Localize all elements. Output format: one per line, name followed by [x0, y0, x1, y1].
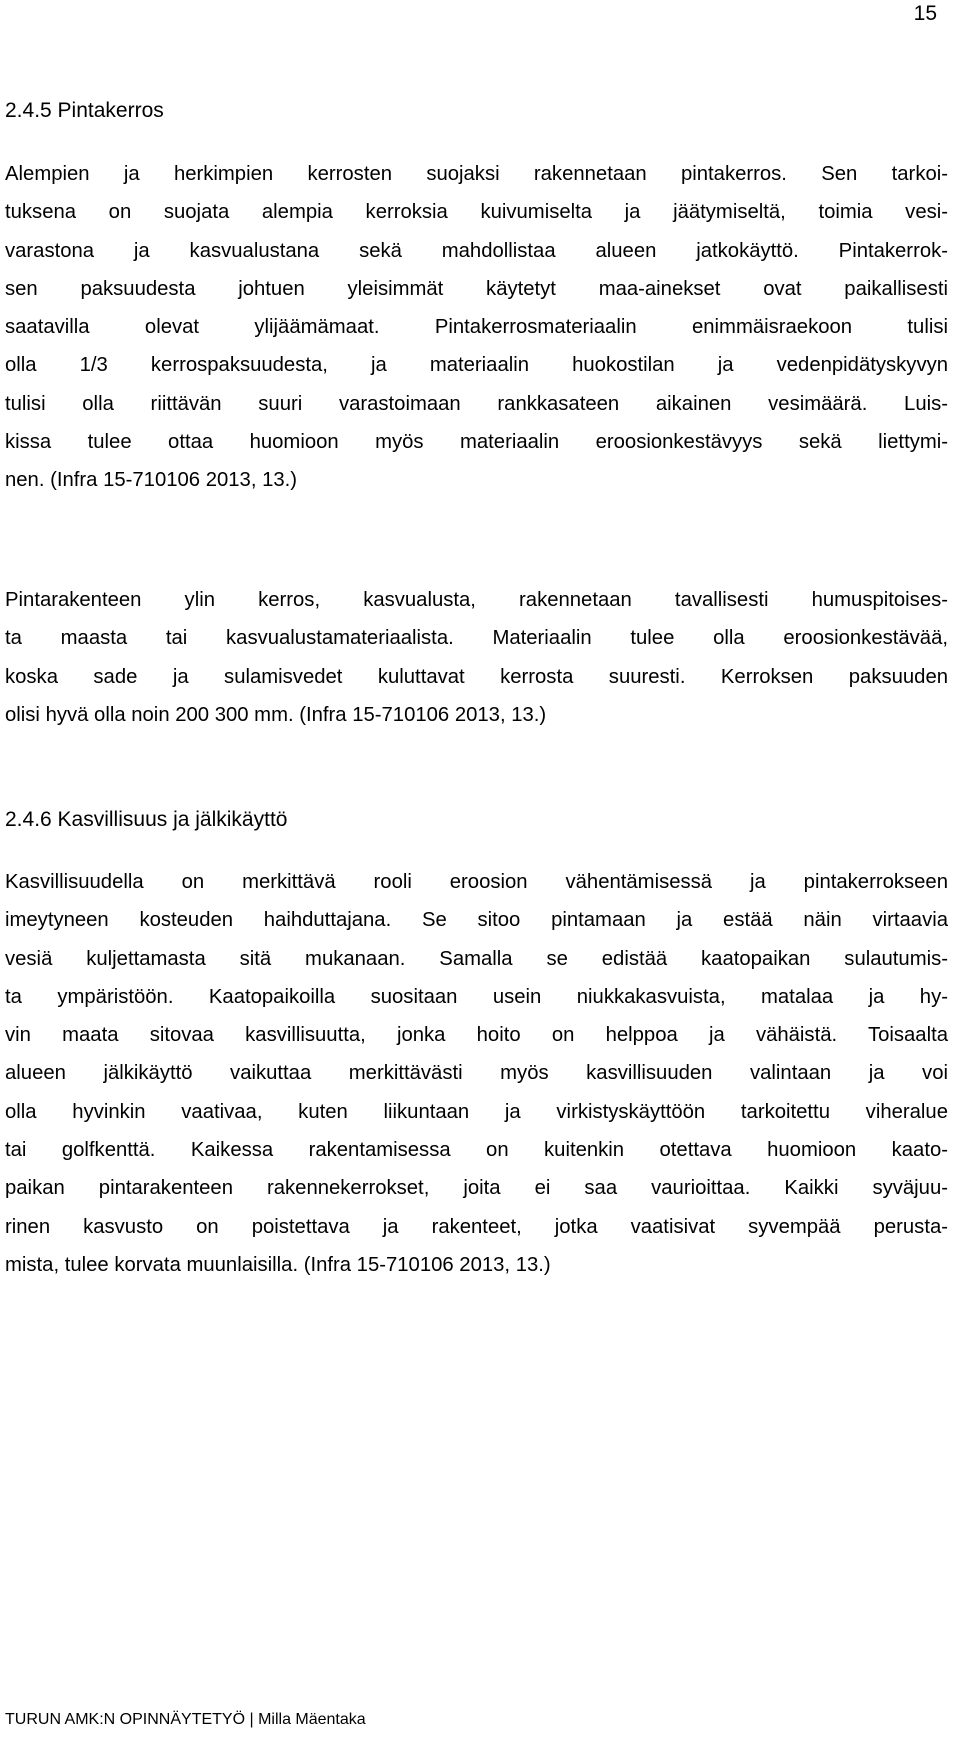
text-line: tuksena on suojata alempia kerroksia kuivumiselta ja jäätymiseltä, toimia vesi-	[5, 201, 948, 224]
text-line: Alempien ja herkimpien kerrosten suojaksi rakennetaan pintakerros. Sen tarkoi-	[5, 163, 948, 185]
text-line: vesiä kuljettamasta sitä mukanaan. Samalla se edistää kaatopaikan sulautumis-	[5, 947, 948, 970]
text-line: rinen kasvusto on poistettava ja rakenteet, jotka vaatisivat syvempää perusta-	[5, 1215, 948, 1238]
page-footer: TURUN AMK:N OPINNÄYTETYÖ | Milla Mäentaka	[5, 1711, 366, 1728]
text-line: olisi hyvä olla noin 200 300 mm. (Infra 15-710106 2013, 13.)	[5, 703, 547, 726]
text-line: paikan pintarakenteen rakennekerrokset, joita ei saa vaurioittaa. Kaikki syväjuu-	[5, 1177, 948, 1200]
text-line: olla hyvinkin vaativaa, kuten liikuntaan ja virkistyskäyttöön tarkoitettu viheralue	[5, 1100, 948, 1123]
text-line: Pintarakenteen ylin kerros, kasvualusta, rakennetaan tavallisesti humuspitoises-	[5, 589, 948, 611]
text-line: kissa tulee ottaa huomioon myös materiaalin eroosionkestävyys sekä liettymi-	[5, 431, 948, 454]
text-line: tulisi olla riittävän suuri varastoimaan rankkasateen aikainen vesimäärä. Luis-	[5, 392, 948, 415]
text-line: tai golfkenttä. Kaikessa rakentamisessa on kuitenkin otettava huomioon kaato-	[5, 1139, 948, 1162]
text-line: ta ympäristöön. Kaatopaikoilla suositaan usein niukkakasvuista, matalaa ja hy-	[5, 985, 948, 1008]
text-line: alueen jälkikäyttö vaikuttaa merkittävästi myös kasvillisuuden valintaan ja voi	[5, 1062, 948, 1085]
text-line: saatavilla olevat ylijäämämaat. Pintakerrosmateriaalin enimmäisraekoon tulisi	[5, 316, 948, 339]
text-line: sen paksuudesta johtuen yleisimmät käytetyt maa-ainekset ovat paikallisesti	[5, 277, 948, 300]
page-number: 15	[913, 2, 937, 25]
text-line: vin maata sitovaa kasvillisuutta, jonka hoito on helppoa ja vähäistä. Toisaalta	[5, 1024, 948, 1047]
text-line: nen. (Infra 15-710106 2013, 13.)	[5, 469, 298, 492]
text-line: Kasvillisuudella on merkittävä rooli eroosion vähentämisessä ja pintakerrokseen	[5, 871, 948, 893]
text-line: ta maasta tai kasvualustamateriaalista. Materiaalin tulee olla eroosionkestävää,	[5, 627, 948, 650]
text-line: mista, tulee korvata muunlaisilla. (Infra 15-710106 2013, 13.)	[5, 1253, 551, 1276]
text-line: olla 1/3 kerrospaksuudesta, ja materiaalin huokostilan ja vedenpidätyskyvyn	[5, 354, 948, 377]
text-line: varastona ja kasvualustana sekä mahdollistaa alueen jatkokäyttö. Pintakerrok-	[5, 239, 948, 262]
text-line: imeytyneen kosteuden haihduttajana. Se sitoo pintamaan ja estää näin virtaavia	[5, 909, 948, 932]
section-heading-kasvillisuus: 2.4.6 Kasvillisuus ja jälkikäyttö	[5, 808, 288, 831]
section-heading-pintakerros: 2.4.5 Pintakerros	[5, 99, 164, 122]
text-line: koska sade ja sulamisvedet kuluttavat kerrosta suuresti. Kerroksen paksuuden	[5, 665, 948, 688]
paragraph-pintakerros-2	[5, 581, 948, 734]
paragraph-pintakerros-1	[5, 155, 948, 500]
paragraph-kasvillisuus-1	[5, 863, 948, 1284]
